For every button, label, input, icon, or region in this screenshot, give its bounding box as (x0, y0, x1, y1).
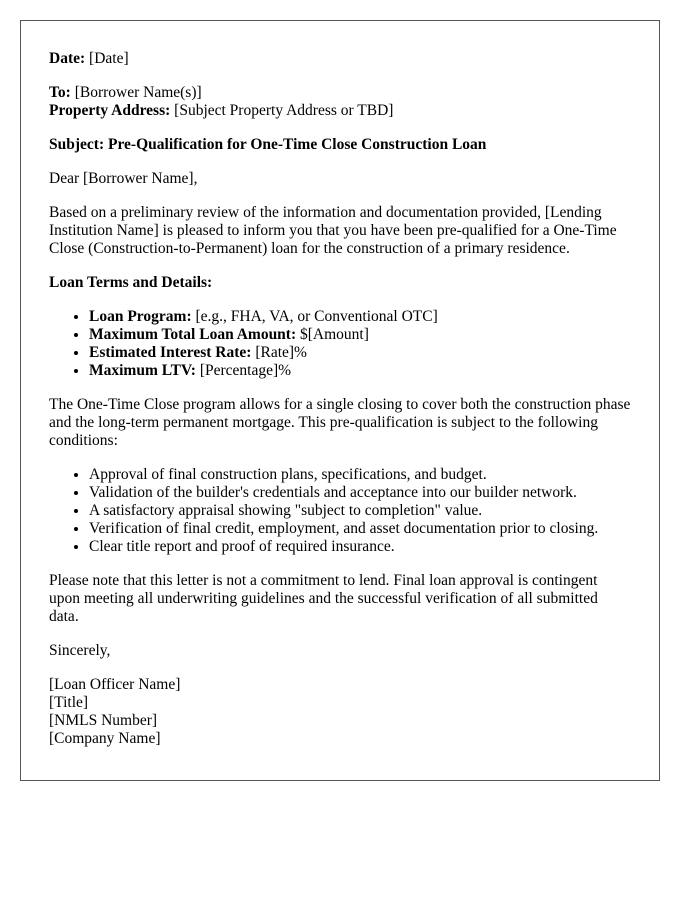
loan-terms-heading-text: Loan Terms and Details: (49, 274, 213, 291)
loan-term-item (89, 308, 631, 326)
loan-term-label: Maximum Total Loan Amount: (89, 326, 297, 343)
closing: Sincerely, (49, 642, 111, 659)
salutation: Dear [Borrower Name], (49, 170, 198, 187)
program-paragraph: The One-Time Close program allows for a single closing to cover both the construction phase and the long-term permanent mortgage. This pre-qualification is subject to the following conditions: (49, 396, 631, 449)
loan-term-label: Loan Program: (89, 308, 192, 325)
loan-term-item (89, 326, 631, 344)
condition-item: • Verification of final credit, employment, and asset documentation prior to closing. (89, 520, 631, 538)
property-address-value: [Subject Property Address or TBD] (170, 102, 394, 119)
signature-company-name: [Company Name] (49, 730, 161, 747)
subject-line (49, 136, 631, 154)
loan-term-value: $[Amount] (296, 326, 369, 343)
letter-document (20, 20, 660, 781)
condition-item: • A satisfactory appraisal showing "subject to completion" value. (89, 502, 631, 520)
conditions-list (49, 466, 631, 556)
date-label: Date: (49, 50, 86, 67)
loan-term-value: [Percentage]% (195, 362, 292, 379)
intro-paragraph: Based on a preliminary review of the information and documentation provided, [Lending Institution Name] is pleased to inform you that you have been pre-qualified for a One-Time Close (Construction-to-Permanent) loan for the construction of a primary residence. (49, 204, 617, 257)
condition-item: • Clear title report and proof of required insurance. (89, 538, 631, 556)
loan-term-item (89, 362, 631, 380)
signature-block (49, 676, 631, 748)
date-value: [Date] (85, 50, 129, 67)
recipient-block (49, 84, 631, 120)
loan-term-label: Maximum LTV: (89, 362, 196, 379)
property-address-line (49, 102, 631, 120)
loan-term-item (89, 344, 631, 362)
date-line (49, 50, 631, 68)
signature-title: [Title] (49, 694, 89, 711)
condition-item: • Validation of the builder's credentials and acceptance into our builder network. (89, 484, 631, 502)
signature-nmls-number: [NMLS Number] (49, 712, 158, 729)
loan-term-value: [e.g., FHA, VA, or Conventional OTC] (191, 308, 438, 325)
to-line (49, 84, 631, 102)
loan-terms-heading (49, 274, 631, 292)
to-value: [Borrower Name(s)] (70, 84, 202, 101)
loan-terms-list (49, 308, 631, 380)
to-label: To: (49, 84, 71, 101)
loan-term-label: Estimated Interest Rate: (89, 344, 252, 361)
property-address-label: Property Address: (49, 102, 171, 119)
subject-text: Subject: Pre-Qualification for One-Time Close Construction Loan (49, 136, 487, 153)
condition-item: • Approval of final construction plans, specifications, and budget. (89, 466, 631, 484)
signature-officer-name: [Loan Officer Name] (49, 676, 181, 693)
loan-term-value: [Rate]% (251, 344, 307, 361)
disclaimer-paragraph: Please note that this letter is not a commitment to lend. Final loan approval is contingent upon meeting all underwriting guidelines and the successful verification of all submitted data. (49, 572, 598, 625)
